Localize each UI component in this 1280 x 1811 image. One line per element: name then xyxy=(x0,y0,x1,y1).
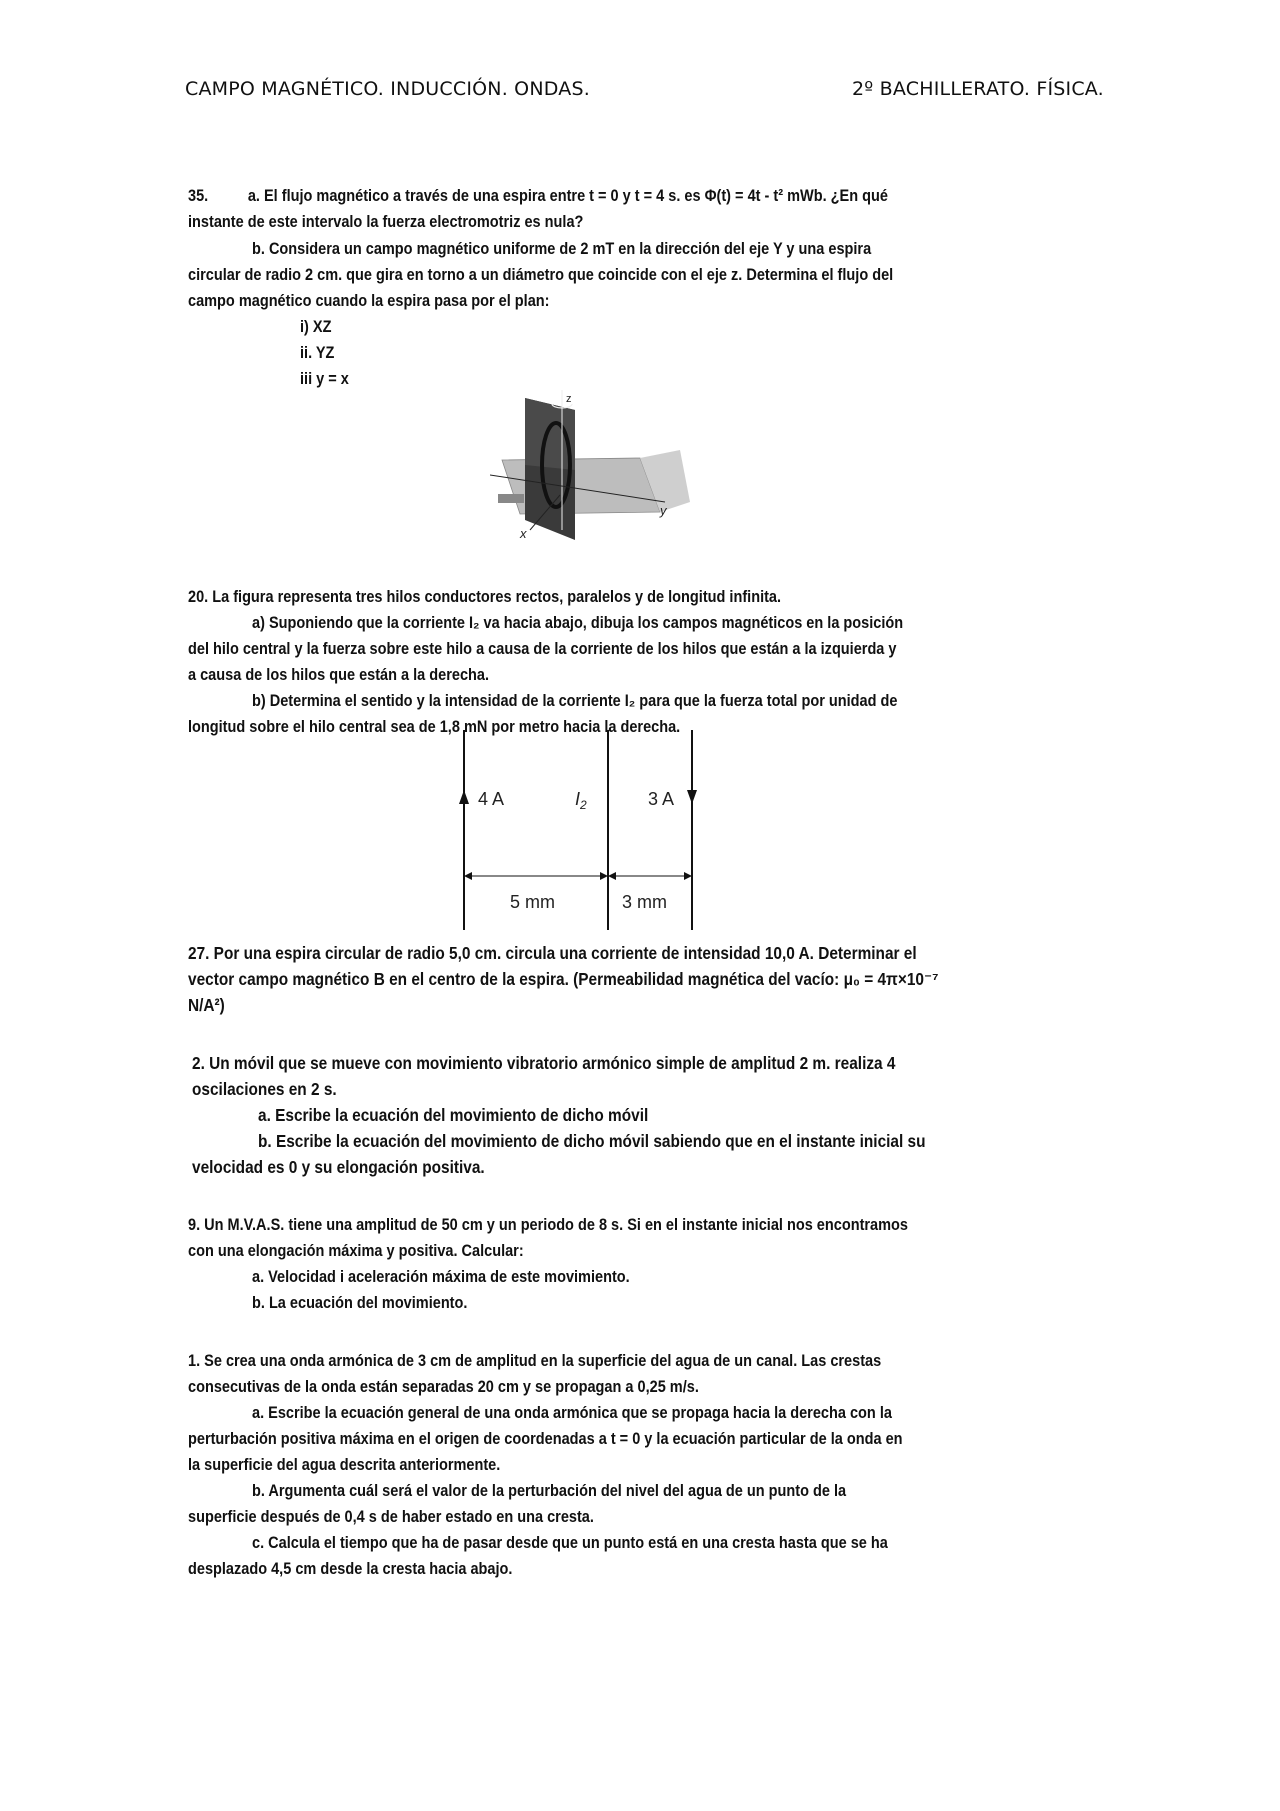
p35-option-1: i) XZ xyxy=(300,318,332,336)
header-title: CAMPO MAGNÉTICO. INDUCCIÓN. ONDAS. xyxy=(185,78,590,100)
p2-line-5: velocidad es 0 y su elongación positiva. xyxy=(192,1157,485,1177)
p1-line-6: b. Argumenta cuál será el valor de la perturbación del nivel del agua de un punto de la xyxy=(252,1482,847,1500)
arrow-up-left xyxy=(459,790,469,804)
current-center-label: $I_2$ xyxy=(575,789,587,812)
p1-line-9: desplazado 4,5 cm desde la cresta hacia abajo. xyxy=(188,1560,513,1578)
p35-b-2: circular de radio 2 cm. que gira en torno a un diámetro que coincide con el eje z. Determina el flujo del xyxy=(188,266,894,284)
p35-a-1: a. El flujo magnético a través de una espira entre t = 0 y t = 4 s. es Φ(t) = 4t - t² mWb. ¿En qué xyxy=(247,187,888,205)
y-label: y xyxy=(660,503,667,518)
distance-1-label: 5 mm xyxy=(510,892,555,912)
p35-option-2: ii. YZ xyxy=(300,344,335,362)
p1-line-7: superficie después de 0,4 s de haber estado en una cresta. xyxy=(188,1508,594,1526)
p35-b-1: b. Considera un campo magnético uniforme de 2 mT en la dirección del eje Y y una espira xyxy=(252,240,872,258)
p27-line-2: vector campo magnético B en el centro de la espira. (Permeabilidad magnética del vacío: μ₀ = 4π×10⁻⁷ xyxy=(188,969,939,989)
p35-a-2: instante de este intervalo la fuerza electromotriz es nula? xyxy=(188,213,584,231)
p1-line-4: perturbación positiva máxima en el origen de coordenadas a t = 0 y la ecuación particular de la onda en xyxy=(188,1430,903,1448)
p1-line-5: la superficie del agua descrita anteriormente. xyxy=(188,1456,501,1474)
distance-2-label: 3 mm xyxy=(622,892,667,912)
p9-line-4: b. La ecuación del movimiento. xyxy=(252,1294,468,1312)
p9-line-2: con una elongación máxima y positiva. Calcular: xyxy=(188,1242,524,1260)
rotating-loop-figure xyxy=(490,390,690,545)
p2-line-3: a. Escribe la ecuación del movimiento de dicho móvil xyxy=(258,1105,649,1125)
current-right-label: 3 A xyxy=(648,789,675,809)
p35-option-3: iii y = x xyxy=(300,370,349,388)
header-course: 2º BACHILLERATO. FÍSICA. xyxy=(852,78,1104,100)
p1-line-3: a. Escribe la ecuación general de una onda armónica que se propaga hacia la derecha con la xyxy=(252,1404,892,1422)
p20-line-6: longitud sobre el hilo central sea de 1,8 mN por metro hacia la derecha. xyxy=(188,718,681,736)
p1-line-1: 1. Se crea una onda armónica de 3 cm de amplitud en la superficie del agua de un canal. Las crestas xyxy=(188,1352,882,1370)
p27-line-3: N/A²) xyxy=(188,995,225,1015)
p35-number: 35. xyxy=(188,187,209,205)
p2-line-4: b. Escribe la ecuación del movimiento de dicho móvil sabiendo que en el instante inicial su xyxy=(258,1131,926,1151)
p1-line-2: consecutivas de la onda están separadas 20 cm y se propagan a 0,25 m/s. xyxy=(188,1378,699,1396)
p27-line-1: 27. Por una espira circular de radio 5,0 cm. circula una corriente de intensidad 10,0 A. Determinar el xyxy=(188,943,917,963)
p20-line-3: del hilo central y la fuerza sobre este hilo a causa de la corriente de los hilos que están a la izquierda y xyxy=(188,640,897,658)
p1-line-8: c. Calcula el tiempo que ha de pasar desde que un punto está en una cresta hasta que se ha xyxy=(252,1534,888,1552)
p35-b-3: campo magnético cuando la espira pasa por el plan: xyxy=(188,292,550,310)
x-label: x xyxy=(520,526,527,541)
p9-line-1: 9. Un M.V.A.S. tiene una amplitud de 50 cm y un periodo de 8 s. Si en el instante inicial nos encontramos xyxy=(188,1216,908,1234)
p2-line-2: oscilaciones en 2 s. xyxy=(192,1079,337,1099)
p2-line-1: 2. Un móvil que se mueve con movimiento vibratorio armónico simple de amplitud 2 m. realiza 4 xyxy=(192,1053,896,1073)
arrow-down-right xyxy=(687,790,697,804)
three-wires-figure xyxy=(440,730,710,930)
p35-line-1 xyxy=(188,183,888,209)
current-left-label: 4 A xyxy=(478,789,505,809)
page-header xyxy=(0,78,1280,108)
p20-line-1: 20. La figura representa tres hilos conductores rectos, paralelos y de longitud infinita. xyxy=(188,588,782,606)
p9-line-3: a. Velocidad i aceleración máxima de este movimiento. xyxy=(252,1268,630,1286)
z-label: z xyxy=(566,393,572,405)
p20-line-2: a) Suponiendo que la corriente I₂ va hacia abajo, dibuja los campos magnéticos en la posición xyxy=(252,614,904,632)
p20-line-5: b) Determina el sentido y la intensidad de la corriente I₂ para que la fuerza total por unidad de xyxy=(252,692,898,710)
watermark-box xyxy=(498,494,524,503)
p20-line-4: a causa de los hilos que están a la derecha. xyxy=(188,666,490,684)
